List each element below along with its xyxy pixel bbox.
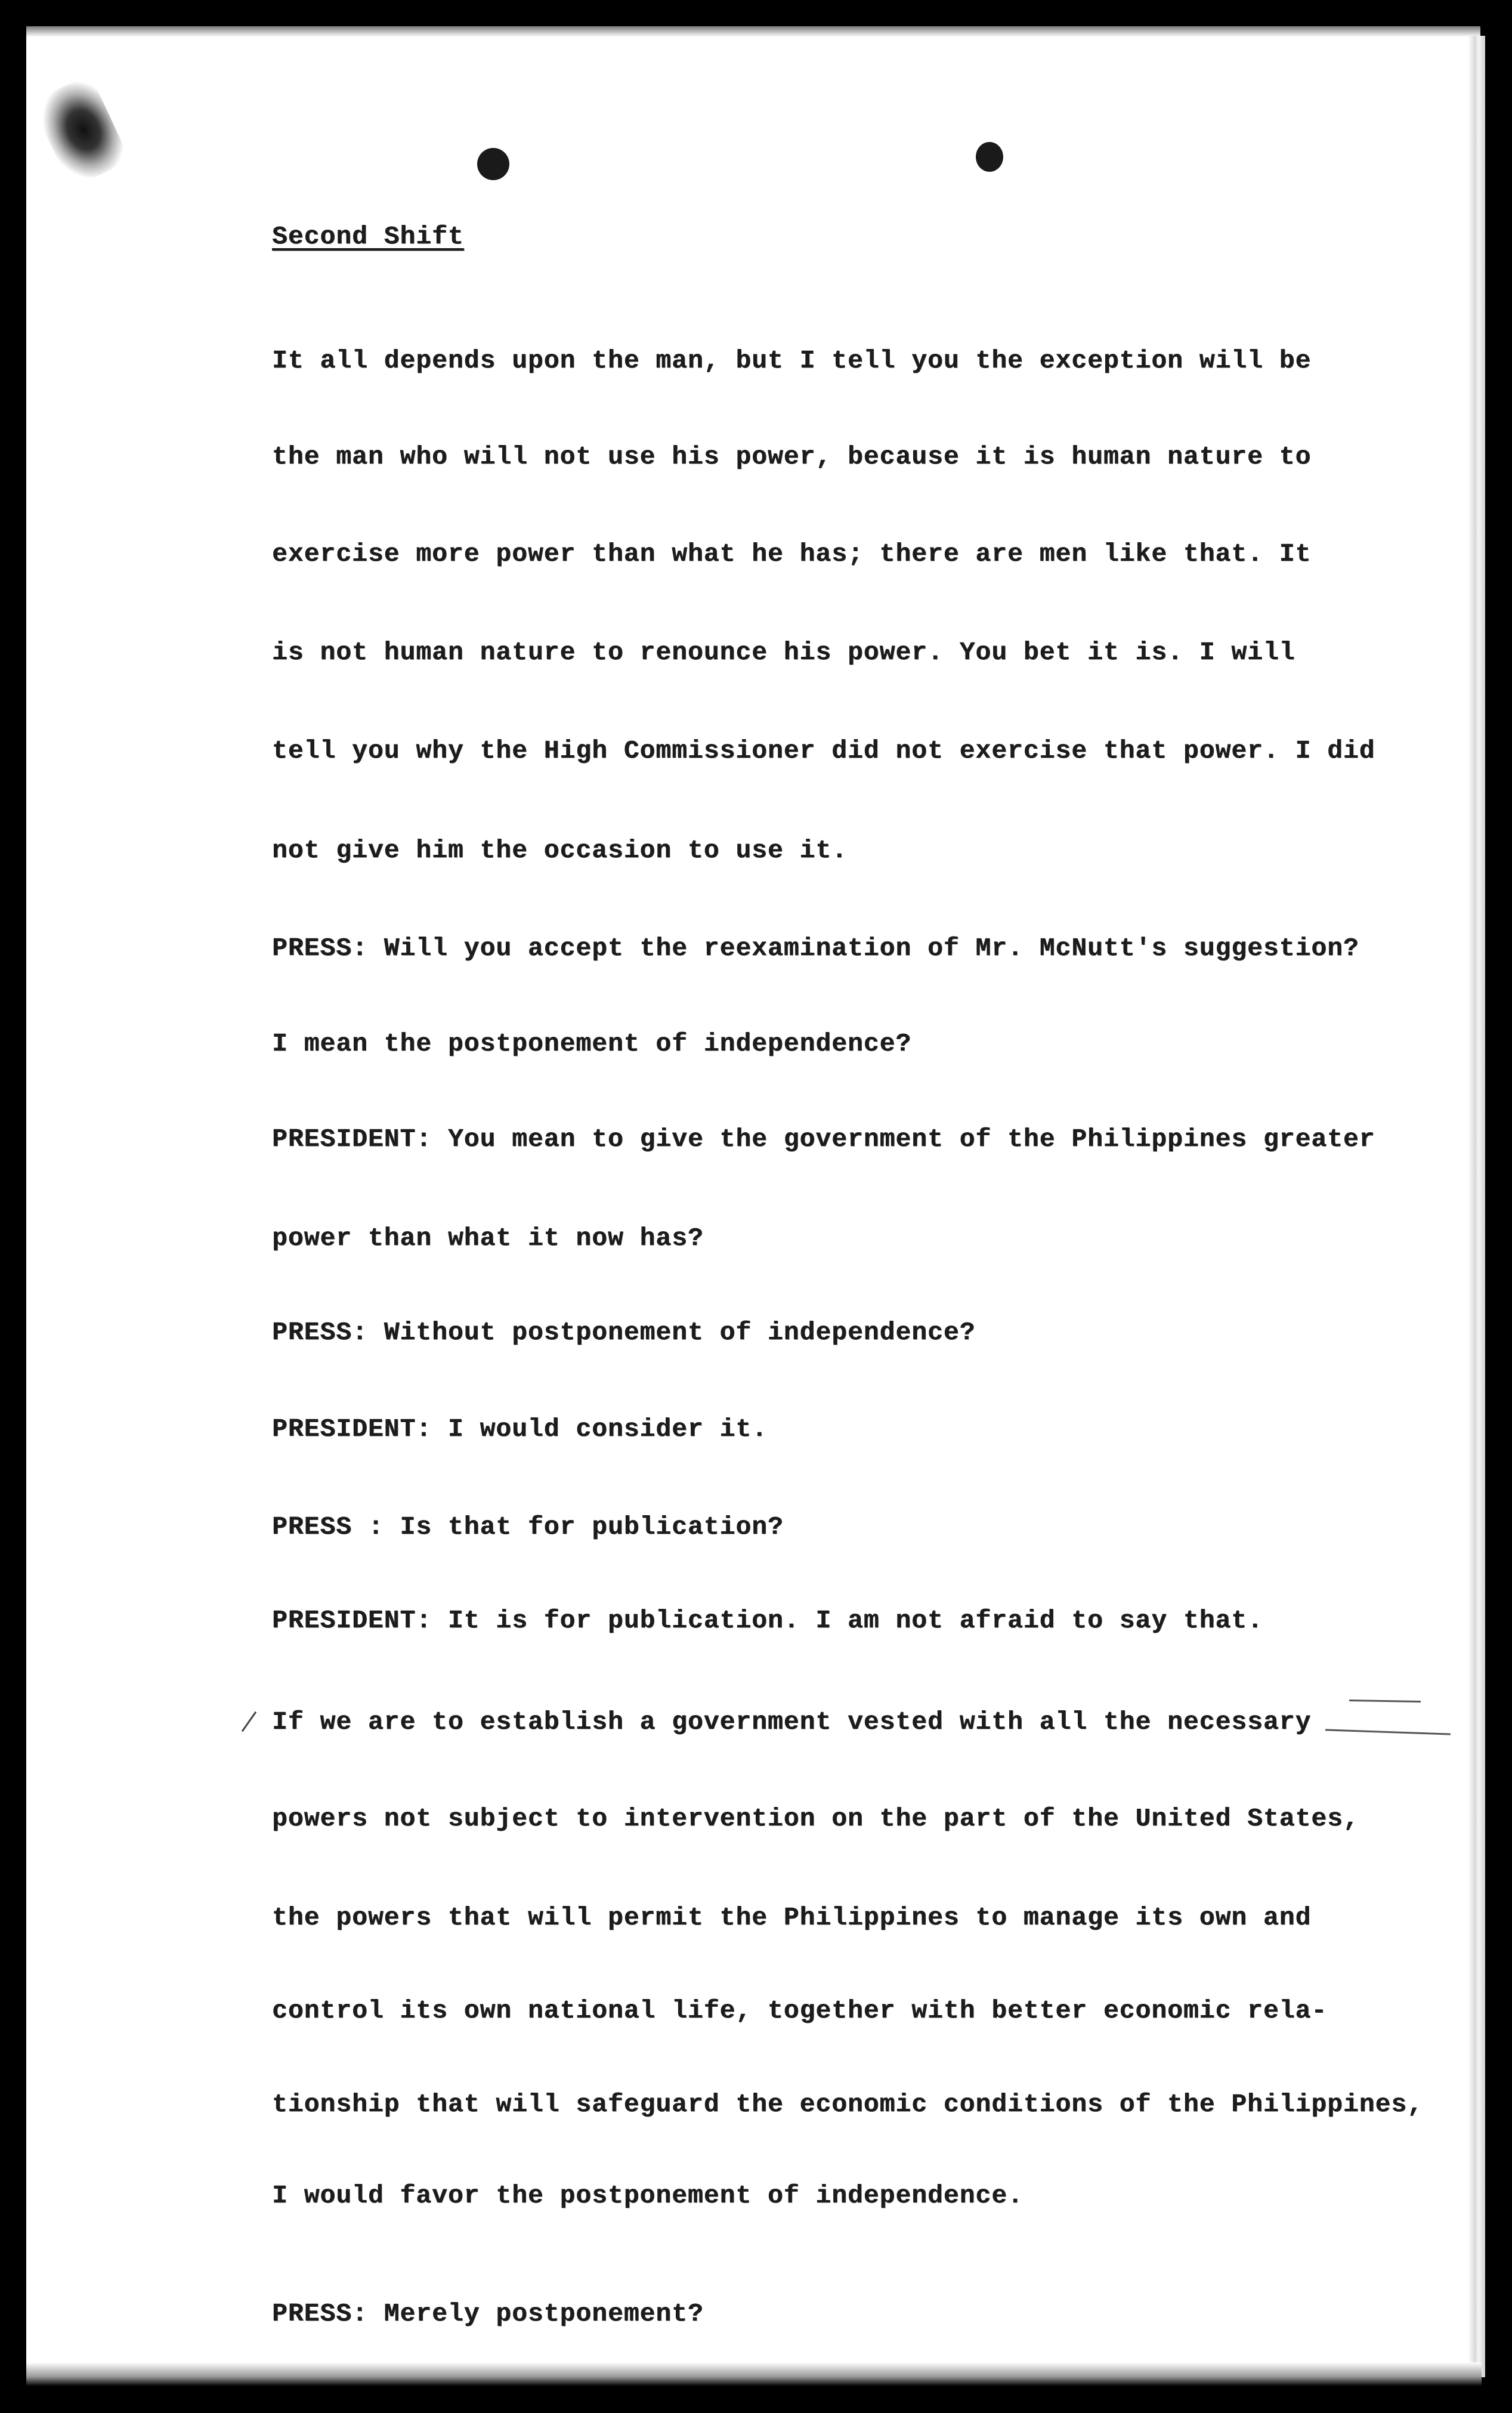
text-line: exercise more power than what he has; there are men like that. It <box>272 539 1312 569</box>
text-line: PRESIDENT: It is for publication. I am not afraid to say that. <box>272 1606 1263 1635</box>
text-line: powers not subject to intervention on the part of the United States, <box>272 1804 1359 1833</box>
text-line: PRESS: Will you accept the reexamination of Mr. McNutt's suggestion? <box>272 934 1359 963</box>
page-right-edge <box>1468 36 1485 2377</box>
document-heading: Second Shift <box>272 222 464 251</box>
text-line: control its own national life, together with better economic rela- <box>272 1996 1328 2025</box>
text-line: the man who will not use his power, because it is human nature to <box>272 442 1312 471</box>
text-line: power than what it now has? <box>272 1224 704 1253</box>
page-bottom-edge <box>26 2362 1482 2386</box>
punch-hole-left <box>477 148 509 180</box>
text-line: PRESS : Is that for publication? <box>272 1512 784 1541</box>
page-top-edge <box>26 26 1480 37</box>
text-line: PRESIDENT: I would consider it. <box>272 1414 768 1444</box>
text-line: tionship that will safeguard the economic conditions of the Philippines, <box>272 2090 1423 2119</box>
text-line: PRESS: Without postponement of independence? <box>272 1318 976 1347</box>
text-line: PRESS: Merely postponement? <box>272 2299 704 2328</box>
text-line: I mean the postponement of independence? <box>272 1029 912 1058</box>
text-line: I would favor the postponement of independence. <box>272 2181 1024 2210</box>
text-line: is not human nature to renounce his power. You bet it is. I will <box>272 638 1295 667</box>
text-line: It all depends upon the man, but I tell you the exception will be <box>272 346 1312 375</box>
punch-hole-right <box>976 142 1003 172</box>
text-line: PRESIDENT: You mean to give the government of the Philippines greater <box>272 1124 1375 1154</box>
text-line: not give him the occasion to use it. <box>272 836 848 865</box>
text-line: tell you why the High Commissioner did not exercise that power. I did <box>272 736 1375 765</box>
text-line: If we are to establish a government vested with all the necessary <box>272 1707 1312 1737</box>
text-line: the powers that will permit the Philippines to manage its own and <box>272 1903 1312 1932</box>
